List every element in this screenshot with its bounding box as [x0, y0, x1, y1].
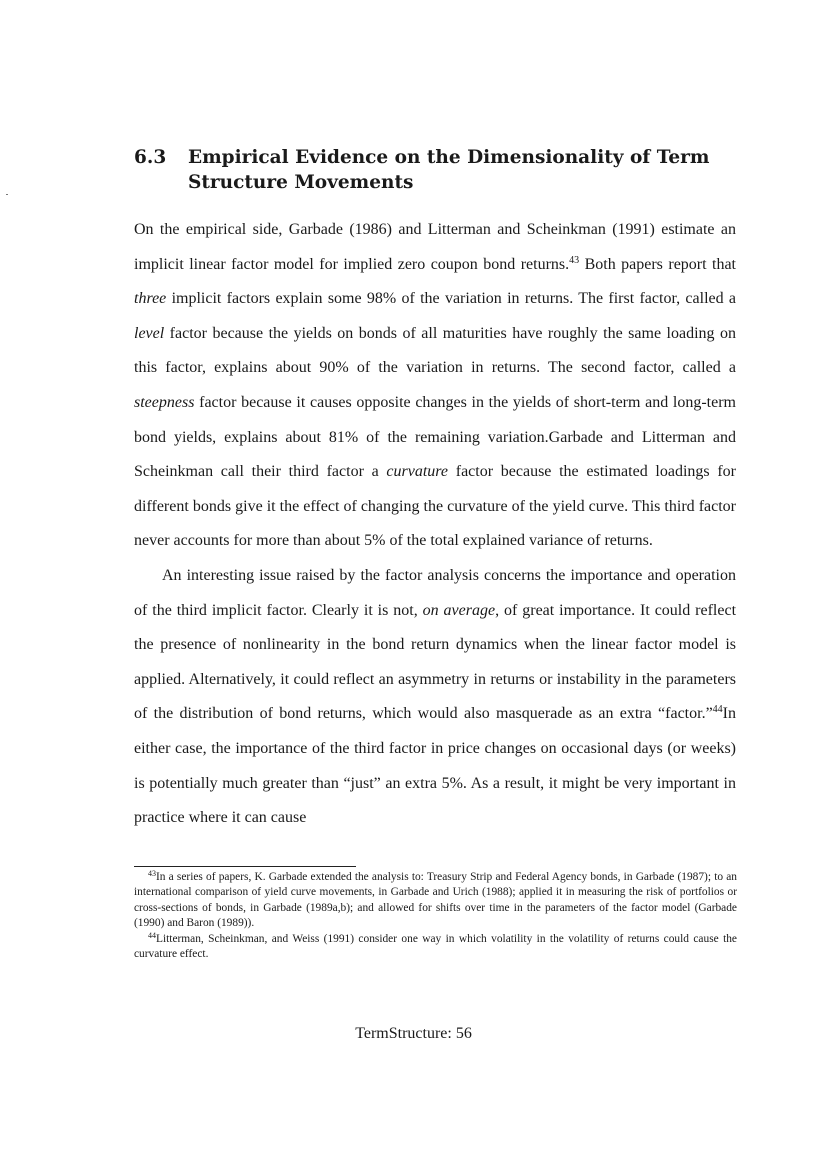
- paragraph-2: [134, 559, 736, 836]
- paragraph-1-text: factor because it causes opposite changes in the yields of short-term and long-term bond yields, explains about 81% of the remaining variation.Garbade and Litterman and Scheinkman call their third factor a: [134, 393, 736, 481]
- section-number: 6.3: [134, 147, 167, 168]
- emphasis-three: three: [134, 290, 167, 308]
- footnotes: [134, 870, 737, 962]
- paragraph-1-text: factor because the yields on bonds of all maturities have roughly the same loading on this factor, explains about 90% of the variation in returns. The second factor, called a: [134, 324, 736, 377]
- paragraph-1-text: implicit factors explain some 98% of the variation in returns. The first factor, called a: [166, 290, 736, 308]
- margin-speck: [6, 194, 8, 195]
- paragraph-1-text: factor because the estimated loadings for different bonds give it the effect of changing the curvature of the yield curve. This third factor never accounts for more than about 5% of the total explained variance of returns.: [134, 463, 736, 550]
- footnote-number: 44: [148, 930, 156, 940]
- paragraph-1: [134, 213, 736, 559]
- emphasis-curvature: curvature: [386, 463, 449, 481]
- emphasis-on-average: on average: [422, 601, 496, 619]
- section-heading: [134, 145, 754, 195]
- footnote-text: In a series of papers, K. Garbade extended the analysis to: Treasury Strip and Federal Agency bonds, in Garbade (1987); to an international comparison of yield curve movements, in Garbade and Urich (1988); applied it in measuring the risk of portfolios or cross-sections of bonds, in Garbade (1989a,b); and allowed for shifts over time in the parameters of the factor model (Garbade (1990) and Baron (1989)).: [134, 871, 737, 930]
- paragraph-2-text: In either case, the importance of the third factor in price changes on occasional days (or weeks) is potentially much greater than “just” an extra 5%. As a result, it might be very important in practice where it can cause: [134, 705, 736, 827]
- emphasis-steepness: steepness: [134, 393, 195, 411]
- footnote-divider: [134, 866, 356, 867]
- footnote-44: [134, 932, 737, 963]
- page-footer: TermStructure: 56: [355, 1025, 472, 1042]
- emphasis-level: level: [134, 324, 165, 342]
- paragraph-1-text: Both papers report that: [579, 255, 737, 273]
- paragraph-2-text: An interesting issue raised by the factor analysis concerns the importance and operation of the third implicit factor. Clearly it is not,: [134, 566, 736, 619]
- footnote-ref-43[interactable]: 43: [569, 254, 580, 266]
- body-text: [134, 213, 736, 836]
- paragraph-1-sentence: On the empirical side, Garbade (1986) and Litterman and Scheinkman (1991) estimate an implicit linear factor model for implied zero coupon bond returns.: [134, 221, 736, 273]
- footnote-text: Litterman, Scheinkman, and Weiss (1991) consider one way in which volatility in the volatility of returns could cause the curvature effect.: [134, 932, 737, 961]
- footnote-number: 43: [148, 869, 156, 878]
- section-title: Empirical Evidence on the Dimensionality of Term Structure Movements: [188, 147, 710, 193]
- footnote-ref-44[interactable]: 44: [712, 704, 723, 716]
- paragraph-2-text: , of great importance. It could reflect the presence of nonlinearity in the bond return dynamics when the linear factor model is applied. Alternatively, it could reflect an asymmetry in returns or instability in the parameters of the distribution of bond returns, which would also masquerade as an extra “factor.”: [134, 601, 737, 723]
- footnote-43: [134, 870, 737, 932]
